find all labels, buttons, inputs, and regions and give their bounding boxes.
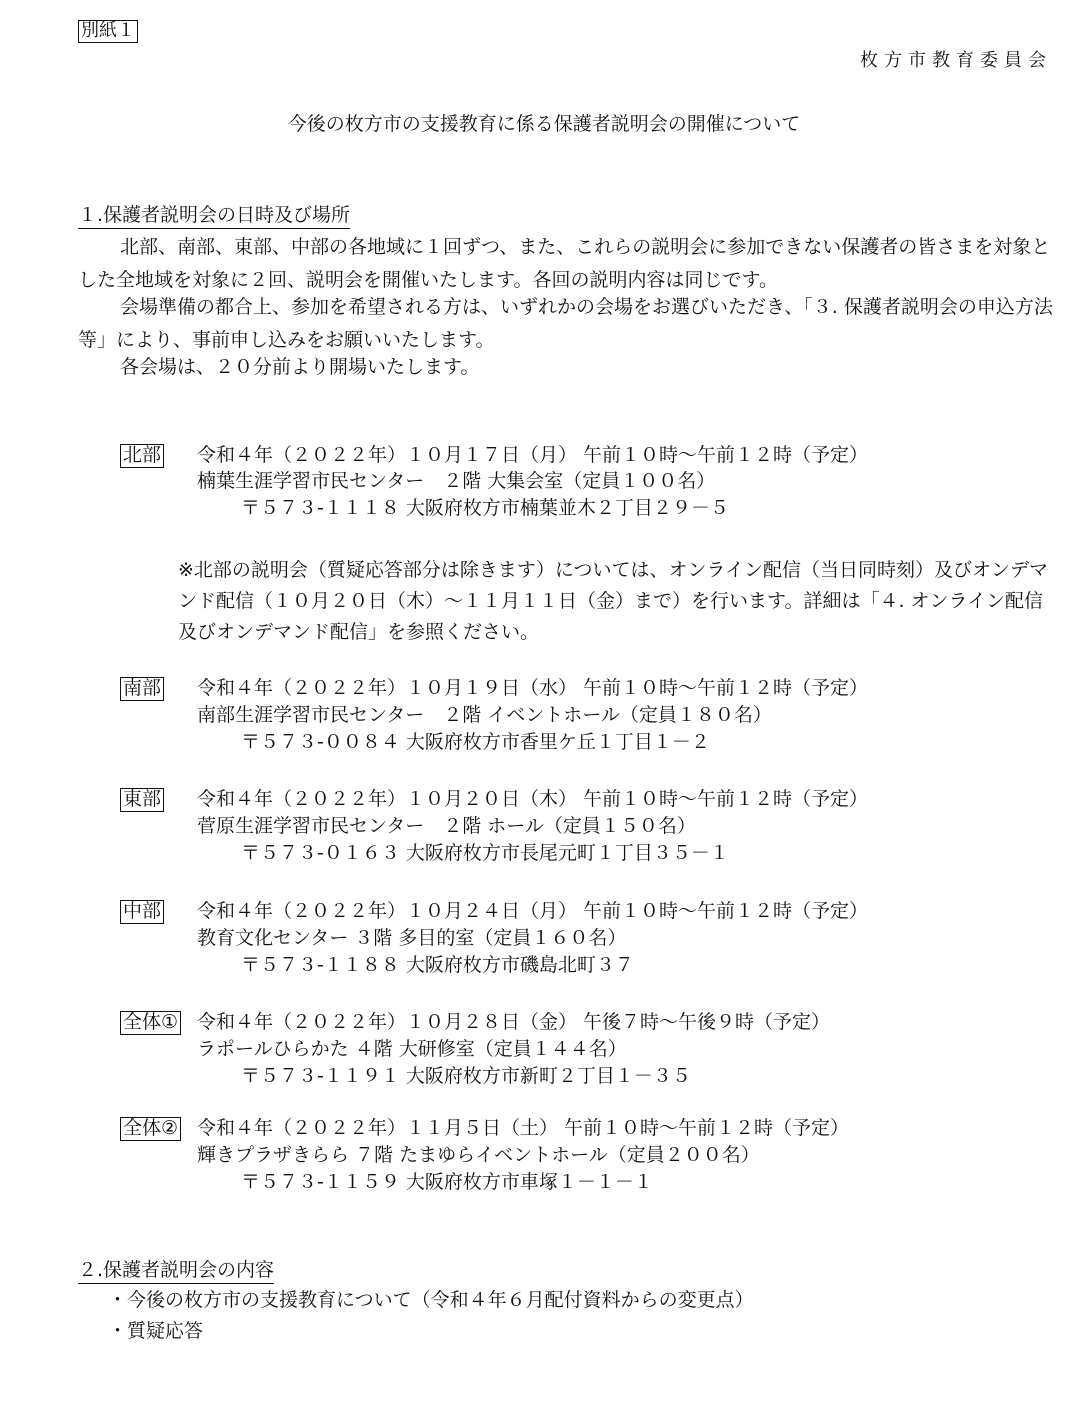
region-label: 中部 bbox=[120, 900, 164, 924]
event-venue: ラポールひらかた ４階 大研修室（定員１４４名） bbox=[197, 1038, 627, 1060]
section1-paragraph-1 bbox=[78, 231, 1056, 297]
list-item: ・質疑応答 bbox=[108, 1320, 204, 1342]
event-venue: 教育文化センター ３階 多目的室（定員１６０名） bbox=[197, 927, 627, 949]
region-label: 南部 bbox=[120, 677, 164, 701]
event-address: 〒５７３-００８４ 大阪府枚方市香里ケ丘１丁目１－２ bbox=[241, 731, 710, 753]
event-datetime: 令和４年（２０２２年）１０月２０日（木） 午前１０時～午前１２時（予定） bbox=[197, 788, 869, 810]
note-mark: ※ bbox=[178, 559, 194, 581]
issuer-name: 枚方市教育委員会 bbox=[860, 50, 1052, 71]
section1-paragraph-3 bbox=[78, 351, 1056, 384]
event-datetime: 令和４年（２０２２年）１０月１７日（月） 午前１０時～午前１２時（予定） bbox=[197, 444, 869, 466]
document-title: 今後の枚方市の支援教育に係る保護者説明会の開催について bbox=[287, 113, 801, 135]
paragraph-1-text: 北部、南部、東部、中部の各地域に１回ずつ、また、これらの説明会に参加できない保護者の皆さまを対象とした全地域を対象に２回、説明会を開催いたします。各回の説明内容は同じです。 bbox=[78, 236, 1051, 291]
event-address: 〒５７３-１１８８ 大阪府枚方市磯島北町３７ bbox=[241, 954, 634, 976]
event-datetime: 令和４年（２０２２年）１０月２４日（月） 午前１０時～午前１２時（予定） bbox=[197, 900, 869, 922]
region-label: 全体② bbox=[120, 1117, 181, 1141]
section1-heading: １.保護者説明会の日時及び場所 bbox=[78, 204, 350, 229]
event-address: 〒５７３-０１６３ 大阪府枚方市長尾元町１丁目３５－１ bbox=[241, 842, 729, 864]
online-streaming-note bbox=[178, 555, 1058, 648]
event-datetime: 令和４年（２０２２年）１１月５日（土） 午前１０時～午前１２時（予定） bbox=[197, 1117, 850, 1139]
event-venue: 南部生涯学習市民センター ２階 イベントホール（定員１８０名） bbox=[197, 704, 772, 726]
event-venue: 菅原生涯学習市民センター ２階 ホール（定員１５０名） bbox=[197, 815, 696, 837]
region-label: 東部 bbox=[120, 788, 164, 812]
event-address: 〒５７３-１１１８ 大阪府枚方市楠葉並木２丁目２９－５ bbox=[241, 497, 729, 519]
paragraph-3-text: 各会場は、２０分前より開場いたします。 bbox=[120, 356, 480, 378]
event-datetime: 令和４年（２０２２年）１０月１９日（水） 午前１０時～午前１２時（予定） bbox=[197, 677, 869, 699]
region-label: 全体① bbox=[120, 1011, 181, 1035]
region-label: 北部 bbox=[120, 444, 164, 468]
event-venue: 楠葉生涯学習市民センター ２階 大集会室（定員１００名） bbox=[197, 470, 716, 492]
paragraph-2-text: 会場準備の都合上、参加を希望される方は、いずれかの会場をお選びいただき、「３. 保護者説明会の申込方法等」により、事前申し込みをお願いいたします。 bbox=[78, 296, 1053, 351]
event-venue: 輝きプラザきらら ７階 たまゆらイベントホール（定員２００名） bbox=[197, 1144, 760, 1166]
event-datetime: 令和４年（２０２２年）１０月２８日（金） 午後７時～午後９時（予定） bbox=[197, 1011, 831, 1033]
event-address: 〒５７３-１１９１ 大阪府枚方市新町２丁目１－３５ bbox=[241, 1065, 691, 1087]
section1-paragraph-2 bbox=[78, 291, 1056, 357]
list-item: ・今後の枚方市の支援教育について（令和４年６月配付資料からの変更点） bbox=[108, 1289, 754, 1311]
section2-heading: ２.保護者説明会の内容 bbox=[78, 1259, 274, 1284]
note-text: 北部の説明会（質疑応答部分は除きます）については、オンライン配信（当日同時刻）及びオンデマンド配信（１０月２０日（木）～１１月１１日（金）まで）を行います。詳細は「４. オンライン配信及びオンデマンド配信」を参照ください。 bbox=[178, 559, 1048, 643]
attachment-label: 別紙１ bbox=[78, 20, 138, 43]
event-address: 〒５７３-１１５９ 大阪府枚方市車塚１－１－１ bbox=[241, 1171, 653, 1193]
